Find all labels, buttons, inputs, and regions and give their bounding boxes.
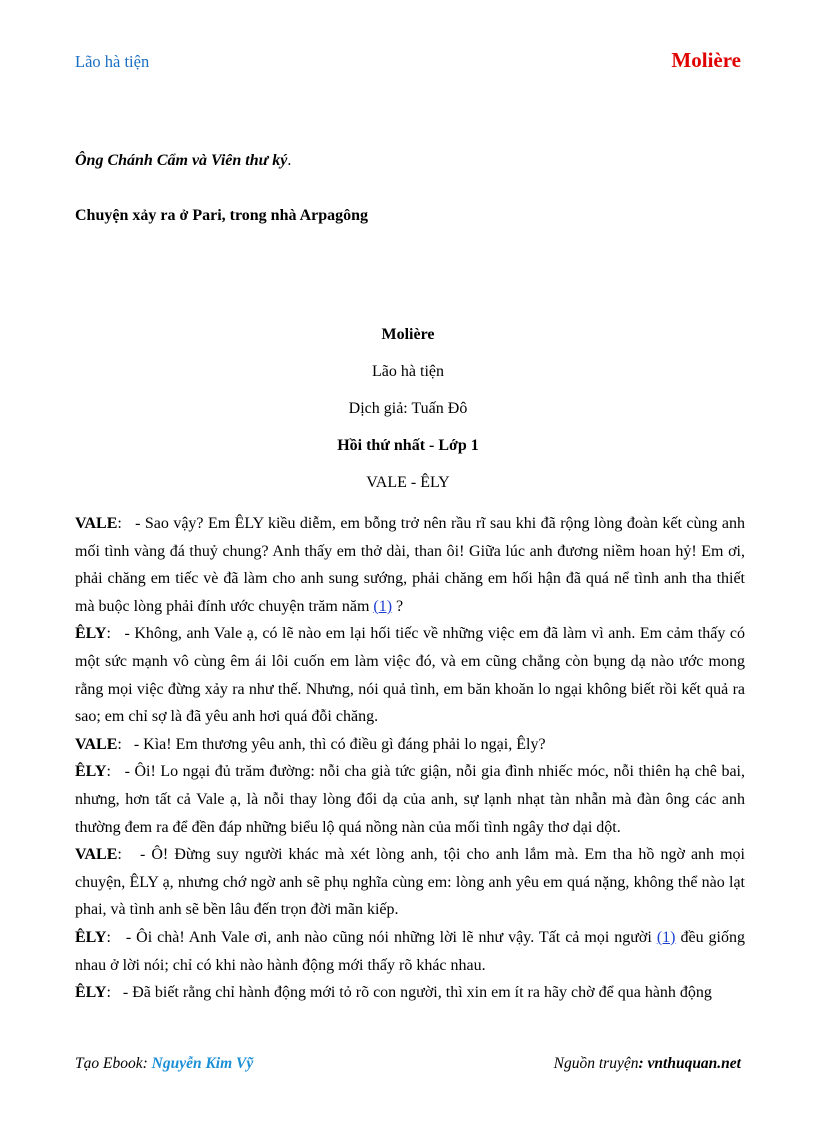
dialogue-line: ÊLY: - Đã biết rằng chỉ hành động mới tỏ rõ con người, thì xin em ít ra hãy chờ để qua hành động [75,984,712,1002]
header-author: Molière [671,48,741,72]
dialogue-line: VALE: - Sao vậy? Em ÊLY kiều diễm, em bỗng trở nên rầu rĩ sau khi đã rộng lòng đoàn kết cùng anh mối tình vàng đá thuỷ chung? Anh thấy em thở dài, than ôi! Giữa lúc anh đương niềm hoan hỷ! Em ơi, phải chăng em tiếc vè đã làm cho anh sung sướng, phải chăng em hối hận đã quá nể tình anh tha thiết mà buộc lòng phải đính ước chuyện trăm năm (1) ? [75,515,745,615]
dialogue-line: ÊLY: - Không, anh Vale ạ, có lẽ nào em lại hối tiếc về những việc em đã làm vì anh. Em cảm thấy có một sức mạnh vô cùng êm ái lôi cuốn em làm việc đó, và em cũng chẳng còn bụng dạ nào ước mong rằng mọi việc đừng xảy ra như thế. Nhưng, nói quả tình, em băn khoăn lo ngại không biết rồi kết quả ra sao; em chỉ sợ là đã yêu anh hơi quá đỗi chăng. [75,625,745,726]
persons-dot: . [287,152,292,169]
title-author: Molière [381,326,435,343]
header-title: Lão hà tiện [75,52,150,71]
speaker-name: ÊLY [75,625,107,643]
footnote-link[interactable]: (1) [656,928,676,946]
source-site[interactable]: vnthuquan.net [647,1055,741,1072]
line-text-after: ? [392,597,404,615]
line-text: - Sao vậy? Em ÊLY kiều diễm, em bỗng trở nên rầu rĩ sau khi đã rộng lòng đoàn kết cùng anh mối tình vàng đá thuỷ chung? Anh thấy em thở dài, than ôi! Giữa lúc anh đương niềm hoan hỷ! Em ơi, phải chăng em tiếc vè đã làm cho anh sung sướng, phải chăng em hối hận đã quá nể tình anh tha thiết mà buộc lòng phải đính ước chuyện trăm năm [75,515,745,615]
speaker-name: ÊLY [75,763,107,781]
act-heading: Hồi thứ nhất - Lớp 1 [337,437,479,454]
dialogue-line: VALE: - Kìa! Em thương yêu anh, thì có điều gì đáng phải lo ngại, Êly? [75,735,546,753]
book-title: Lão hà tiện [372,363,444,380]
source-label: Nguồn truyện [553,1055,639,1072]
line-text-after: đều giống nhau ở lời nói; chỉ có khi nào hành động mới thấy rõ khác nhau. [75,928,745,974]
speaker-name: VALE [75,846,118,864]
speaker-name: VALE [75,515,118,532]
line-text: - Ôi chà! Anh Vale ơi, anh nào cũng nói những lời lẽ như vậy. Tất cả mọi người [125,928,652,946]
dialogue-line: ÊLY: - Ôi chà! Anh Vale ơi, anh nào cũng nói những lời lẽ như vậy. Tất cả mọi người (1) đều giống nhau ở lời nói; chỉ có khi nào hành động mới thấy rõ khác nhau. [75,928,745,974]
speaker-name: ÊLY [75,928,107,946]
line-text: - Không, anh Vale ạ, có lẽ nào em lại hối tiếc về những việc em đã làm vì anh. Em cảm thấy có một sức mạnh vô cùng êm ái lôi cuốn em làm việc đó, và em cũng chẳng còn bụng dạ nào ước mong rằng mọi việc đừng xảy ra như thế. Nhưng, nói quả tình, em băn khoăn lo ngại không biết rồi kết quả ra sao; em chỉ sợ là đã yêu anh hơi quá đỗi chăng. [75,625,745,726]
translator: Dịch giả: Tuấn Đô [348,400,468,417]
cast-line: VALE - ÊLY [366,474,450,491]
footnote-link[interactable]: (1) [373,597,393,615]
footer-source-credit: Nguồn truyện: vnthuquan.net [553,1055,741,1072]
persons-line [75,151,745,171]
dialogue-body [75,510,745,1007]
persons-text: Ông Chánh Cẩm và Viên thư ký [75,152,288,169]
speaker-name: VALE [75,735,118,753]
ebook-creator: Nguyễn Kim Vỹ [151,1055,254,1072]
dialogue-line: ÊLY: - Ôi! Lo ngại đủ trăm đường: nỗi cha già tức giận, nỗi gia đình nhiếc móc, nỗi thiên hạ chê bai, nhưng, hơn tất cả Vale ạ, là nỗi thay lòng đổi dạ của anh, sự lạnh nhạt tàn nhẫn mà đàn ông các anh thường đem ra để đền đáp những biểu lộ quá nồng nàn của mối tình ngây thơ dại dột. [75,763,745,836]
line-text: - Kìa! Em thương yêu anh, thì có điều gì đáng phải lo ngại, Êly? [133,735,546,753]
line-text: - Đã biết rằng chỉ hành động mới tỏ rõ con người, thì xin em ít ra hãy chờ để qua hành động [122,984,712,1002]
line-text: - Ôi! Lo ngại đủ trăm đường: nỗi cha già tức giận, nỗi gia đình nhiếc móc, nỗi thiên hạ chê bai, nhưng, hơn tất cả Vale ạ, là nỗi thay lòng đổi dạ của anh, sự lạnh nhạt tàn nhẫn mà đàn ông các anh thường đem ra để đền đáp những biểu lộ quá nồng nàn của mối tình ngây thơ dại dột. [75,763,745,836]
ebook-label: Tạo Ebook [75,1055,143,1072]
footer-ebook-credit: Tạo Ebook: Nguyễn Kim Vỹ [75,1055,254,1072]
dialogue-line: VALE: - Ô! Đừng suy người khác mà xét lòng anh, tội cho anh lắm mà. Em tha hồ ngờ anh mọi chuyện, ÊLY ạ, nhưng chớ ngờ anh sẽ phụ nghĩa cùng em: lòng anh yêu em quá nặng, không thể nào lạt phai, và tình anh sẽ bền lâu đến trọn đời mãn kiếp. [75,846,745,919]
line-text: - Ô! Đừng suy người khác mà xét lòng anh, tội cho anh lắm mà. Em tha hồ ngờ anh mọi chuyện, ÊLY ạ, nhưng chớ ngờ anh sẽ phụ nghĩa cùng em: lòng anh yêu em quá nặng, không thể nào lạt phai, và tình anh sẽ bền lâu đến trọn đời mãn kiếp. [75,846,745,919]
setting-line: Chuyện xảy ra ở Pari, trong nhà Arpagông [75,207,369,224]
speaker-name: ÊLY [75,984,107,1002]
